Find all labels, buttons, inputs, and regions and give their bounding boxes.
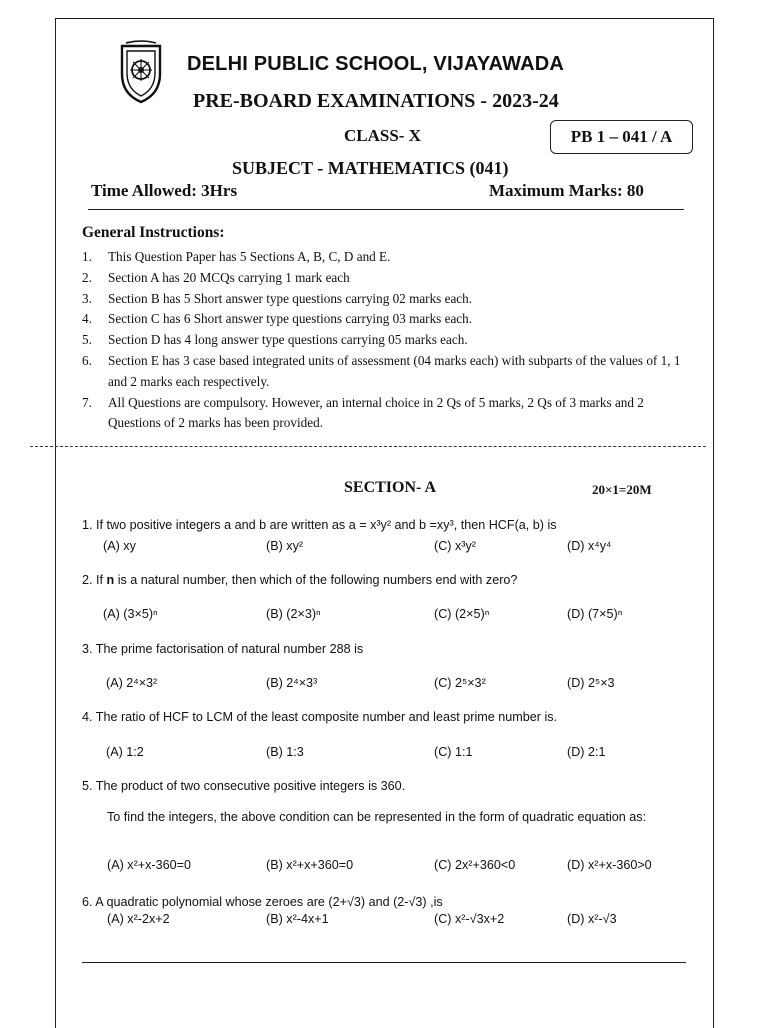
instruction-item — [82, 268, 682, 289]
instruction-item — [82, 309, 682, 330]
q3-option-c: (C) 2⁵×3² — [434, 676, 486, 690]
question-5-detail: To find the integers, the above condition can be represented in the form of quadratic equation as: — [107, 810, 647, 824]
question-6: 6. A quadratic polynomial whose zeroes are (2+√3) and (2-√3) ,is — [82, 895, 443, 909]
school-crest-logo — [118, 40, 164, 104]
q3-option-b: (B) 2⁴×3³ — [266, 676, 318, 690]
q2-option-d: (D) (7×5)ⁿ — [567, 607, 623, 621]
instructions-title: General Instructions: — [82, 224, 225, 241]
instruction-text: Section B has 5 Short answer type questions carrying 02 marks each. — [108, 290, 473, 306]
instruction-text: Section D has 4 long answer type questions carrying 05 marks each. — [108, 332, 468, 348]
time-allowed: Time Allowed: 3Hrs — [91, 181, 238, 200]
q1-option-a: (A) xy — [103, 539, 136, 553]
question-2-text-start: 2. If — [82, 573, 107, 587]
q1-option-b: (B) xy² — [266, 539, 304, 553]
instruction-text: This Question Paper has 5 Sections A, B, C, D and E. — [108, 249, 391, 264]
instruction-number: 5. — [82, 332, 92, 348]
instruction-number: 7. — [82, 394, 92, 410]
q5-option-c: (C) 2x²+360<0 — [434, 858, 516, 872]
class-label: CLASS- X — [344, 126, 421, 145]
dashed-separator — [30, 446, 706, 447]
question-5: 5. The product of two consecutive positive integers is 360. — [82, 779, 406, 793]
instruction-text: Section A has 20 MCQs carrying 1 mark each — [108, 269, 350, 285]
subject-title: SUBJECT - MATHEMATICS (041) — [232, 158, 509, 178]
q6-option-a: (A) x²-2x+2 — [107, 912, 170, 926]
section-title: SECTION- A — [344, 479, 437, 496]
section-marks: 20×1=20M — [592, 482, 652, 497]
question-3: 3. The prime factorisation of natural number 288 is — [82, 642, 364, 656]
q5-option-a: (A) x²+x-360=0 — [107, 858, 191, 872]
q6-option-b: (B) x²-4x+1 — [266, 912, 329, 926]
question-2-variable: n — [106, 573, 115, 587]
question-2-text-end: is a natural number, then which of the following numbers end with zero? — [114, 573, 518, 587]
instruction-number: 2. — [82, 269, 92, 285]
q1-option-c: (C) x³y² — [434, 539, 476, 553]
instruction-item — [82, 393, 682, 435]
exam-title: PRE-BOARD EXAMINATIONS - 2023-24 — [193, 90, 559, 112]
q5-option-d: (D) x²+x-360>0 — [567, 858, 652, 872]
paper-code-box: PB 1 – 041 / A — [550, 120, 693, 154]
q4-option-b: (B) 1:3 — [266, 745, 304, 759]
question-4: 4. The ratio of HCF to LCM of the least composite number and least prime number is. — [82, 710, 558, 724]
school-name: DELHI PUBLIC SCHOOL, VIJAYAWADA — [187, 53, 565, 75]
instruction-text: Section C has 6 Short answer type questions carrying 03 marks each. — [108, 311, 473, 327]
q2-option-c: (C) (2×5)ⁿ — [434, 607, 490, 621]
instruction-text: Section E has 3 case based integrated units of assessment (04 marks each) with subparts of the values of 1, 1 and 2 marks each respectively. — [108, 352, 681, 389]
instruction-item — [82, 330, 682, 351]
q6-option-c: (C) x²-√3x+2 — [434, 912, 505, 926]
header-divider — [88, 209, 684, 210]
instruction-number: 4. — [82, 311, 92, 327]
question-1: 1. If two positive integers a and b are written as a = x³y² and b =xy³, then HCF(a, b) is — [82, 518, 557, 532]
q3-option-d: (D) 2⁵×3 — [567, 676, 615, 690]
instruction-item — [82, 289, 682, 310]
q4-option-d: (D) 2:1 — [567, 745, 606, 759]
q2-option-a: (A) (3×5)ⁿ — [103, 607, 158, 621]
q5-option-b: (B) x²+x+360=0 — [266, 858, 354, 872]
q1-option-d: (D) x⁴y⁴ — [567, 539, 612, 553]
question-2 — [82, 573, 517, 587]
instruction-number: 1. — [82, 249, 92, 264]
bottom-divider — [82, 962, 686, 963]
instruction-number: 3. — [82, 290, 92, 306]
q6-option-d: (D) x²-√3 — [567, 912, 617, 926]
q3-option-a: (A) 2⁴×3² — [106, 676, 158, 690]
instructions-list — [82, 247, 682, 434]
instruction-text: All Questions are compulsory. However, an internal choice in 2 Qs of 5 marks, 2 Qs of 3 marks and 2 Questions of 2 marks has been provided. — [108, 394, 644, 431]
q4-option-a: (A) 1:2 — [106, 745, 144, 759]
maximum-marks: Maximum Marks: 80 — [489, 181, 644, 200]
instruction-number: 6. — [82, 352, 92, 368]
instruction-item — [82, 247, 682, 268]
q4-option-c: (C) 1:1 — [434, 745, 473, 759]
instruction-item — [82, 351, 682, 393]
q2-option-b: (B) (2×3)ⁿ — [266, 607, 321, 621]
